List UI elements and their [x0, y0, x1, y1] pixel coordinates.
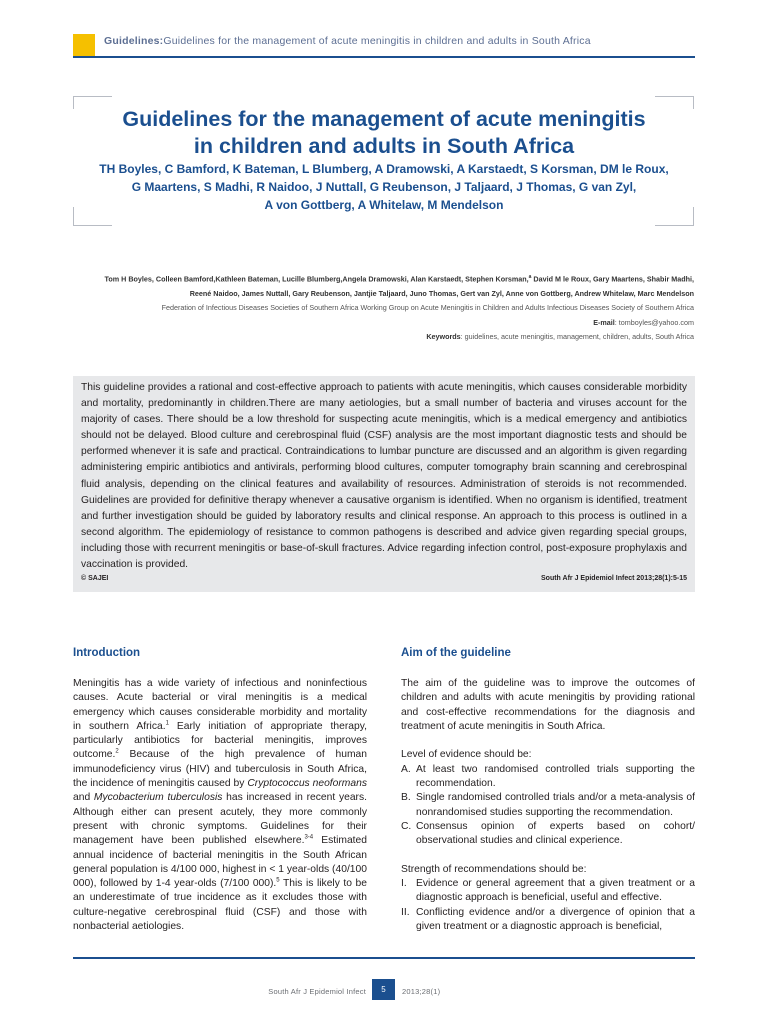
- affiliation-keywords: [73, 330, 694, 345]
- intro-ref-2: 2: [115, 749, 119, 756]
- author-line-2: G Maartens, S Madhi, R Naidoo, J Nuttall, G Reubenson, J Taljaard, J Thomas, G van Zyl,: [131, 180, 637, 194]
- affiliation-block: [73, 270, 694, 345]
- strength-heading: Strength of recommendations should be:: [401, 863, 587, 875]
- affiliation-names-1: [73, 270, 694, 287]
- paper-title-line-2: in children and adults in South Africa: [193, 134, 575, 158]
- intro-ref-4: 5: [276, 877, 280, 884]
- intro-text-7: This is likely to be an underestimate of true incidence as it excludes those with culture-negative cerebrospinal fluid (CSF) and those with nonbacterial aetiologies.: [73, 878, 367, 933]
- affiliation-names-1a: Tom H Boyles, Colleen Bamford,Kathleen Bateman, Lucille Blumberg,Angela Dramowski, Alan Karstaedt, Stephen Korsman,: [104, 274, 529, 284]
- abstract-box: [73, 376, 695, 592]
- header-rule: [73, 56, 695, 58]
- abstract-text: This guideline provides a rational and cost-effective approach to patients with acute meningitis, which causes considerable morbidity and mortality, predominantly in children.There are many aetiologies, but a small number of bacteria and viruses account for the majority of cases. There should be a low threshold for suspecting acute meningitis, which is a medical emergency and antibiotics should not be delayed. Blood culture and cerebrospinal fluid (CSF) analysis are the most important diagnostic tests and should be performed whenever it is safe and practical. Contraindications to lumbar puncture are discussed and an algorithm is given regarding administering empiric antibiotics and antivirals, performing blood cultures, computer tomography brain scanning and cerebrospinal fluid analysis, depending on the clinical features and availability of resources. Administration of steroids is not recommended. Guidelines are provided for definitive therapy whenever a causative organism is identified. When no organism is identified, treatment and further investigation should be guided by laboratory results and clinical response. An approach to this process is outlined in a second algorithm. The epidemiology of resistance to common pathogens is described and advice given regarding special groups, including those with recurrent meningitis or base-of-skull fractures. Advice regarding infection control, post-exposure prophylaxis and vaccination is provided.: [81, 382, 687, 571]
- running-header-label: Guidelines:: [104, 35, 164, 47]
- list-item: [401, 791, 695, 820]
- author-line-1: TH Boyles, C Bamford, K Bateman, L Blumberg, A Dramowski, A Karstaedt, S Korsman, DM le Roux,: [99, 162, 669, 176]
- email-value: : tomboyles@yahoo.com: [614, 317, 694, 327]
- running-header: [104, 35, 591, 47]
- list-text: Single randomised controlled trials and/or a meta-analysis of nonrandomised studies supporting the recommendation.: [416, 792, 695, 818]
- author-list: [90, 160, 678, 214]
- intro-ref-1: 1: [165, 720, 169, 727]
- list-item: [401, 877, 695, 906]
- list-text: Conflicting evidence and/or a divergence of opinion that a given treatment or a diagnostic approach is beneficial,: [416, 906, 695, 933]
- page-number: 5: [372, 979, 395, 1000]
- footer-journal: South Afr J Epidemiol Infect: [268, 987, 366, 996]
- list-marker: C.: [401, 820, 412, 832]
- introduction-body: [73, 677, 367, 934]
- affiliation-names-1b: David M le Roux, Gary Maartens, Shabir Madhi,: [531, 274, 694, 284]
- intro-text-4: and: [73, 792, 94, 804]
- list-marker: II.: [401, 906, 410, 918]
- aim-body: [401, 677, 695, 934]
- list-item: [401, 820, 695, 849]
- affiliation-email: [73, 316, 694, 331]
- intro-ref-3: 3-4: [304, 834, 314, 841]
- author-line-3: A von Gottberg, A Whitelaw, M Mendelson: [264, 198, 504, 212]
- intro-organism-1: Cryptococcus neoformans: [247, 778, 367, 790]
- strength-list: [401, 877, 695, 934]
- email-label: E-mail: [593, 317, 615, 327]
- list-text: Evidence or general agreement that a given treatment or a diagnostic approach is beneficial, useful and effective.: [416, 878, 695, 904]
- aim-paragraph: The aim of the guideline was to improve the outcomes of children and adults with acute meningitis by providing rational and cost-effective recommendations for the diagnosis and treatment of acute meningitis in South Africa.: [401, 678, 695, 732]
- footer-issue: 2013;28(1): [402, 987, 441, 996]
- intro-text-1: Meningitis has a wide variety of infectious and noninfectious causes. Acute bacterial or viral meningitis is a medical emergency which causes considerable morbidity and mortality in southern Africa.: [73, 678, 367, 732]
- footer-rule: [73, 957, 695, 959]
- copyright: © SAJEI: [81, 575, 109, 582]
- intro-text-2: Early initiation of appropriate therapy, particularly antibiotics for bacterial meningitis, improves outcome.: [73, 720, 368, 761]
- evidence-list: [401, 763, 695, 849]
- evidence-heading: Level of evidence should be:: [401, 749, 532, 761]
- keywords-label: Keywords: [426, 332, 461, 342]
- list-text: Consensus opinion of experts based on cohort/ observational studies and clinical experience.: [416, 820, 695, 847]
- affiliation-org: Federation of Infectious Diseases Societies of Southern Africa Working Group on Acute Meningitis in Children and Adults Infectious Diseases Society of Southern Africa: [161, 303, 694, 313]
- affiliation-names-2: Reené Naidoo, James Nuttall, Gary Reubenson, Jantjie Taljaard, Juno Thomas, Gert van Zyl, Anne von Gottberg, Andrew Whitelaw, Marc Mendelson: [189, 288, 694, 298]
- intro-organism-2: Mycobacterium tuberculosis: [93, 792, 223, 804]
- intro-text-6: Estimated annual incidence of bacterial meningitis in the South African general population is 4/100 000, highest in < 1 year-olds (40/100 000), followed by 1-4 year-olds (7/100 000).: [73, 835, 367, 890]
- abstract-footer: [81, 575, 687, 582]
- list-text: At least two randomised controlled trials supporting the recommendation.: [416, 763, 695, 790]
- list-marker: B.: [401, 792, 411, 804]
- intro-text-3: Because of the high prevalence of human immunodeficiency virus (HIV) and tuberculosis in South Africa, the incidence of meningitis caused by: [73, 749, 367, 790]
- introduction-heading: Introduction: [73, 647, 141, 659]
- running-header-title: Guidelines for the management of acute meningitis in children and adults in South Africa: [163, 35, 591, 47]
- paper-title: [90, 106, 678, 160]
- list-item: [401, 906, 695, 935]
- paper-title-line-1: Guidelines for the management of acute meningitis: [122, 107, 646, 131]
- aim-heading: Aim of the guideline: [401, 647, 511, 659]
- citation: South Afr J Epidemiol Infect 2013;28(1):5-15: [541, 575, 687, 582]
- list-item: [401, 763, 695, 792]
- header-marker: [73, 34, 95, 56]
- list-marker: I.: [401, 878, 407, 890]
- keywords-value: : guidelines, acute meningitis, management, children, adults, South Africa: [460, 332, 694, 342]
- affiliation-sup: a: [528, 274, 532, 280]
- list-marker: A.: [401, 763, 411, 775]
- intro-text-5: has increased in recent years. Although either can present acutely, they more commonly present with chronic symptoms. Guidelines for their management have been published elsewhere.: [73, 792, 367, 847]
